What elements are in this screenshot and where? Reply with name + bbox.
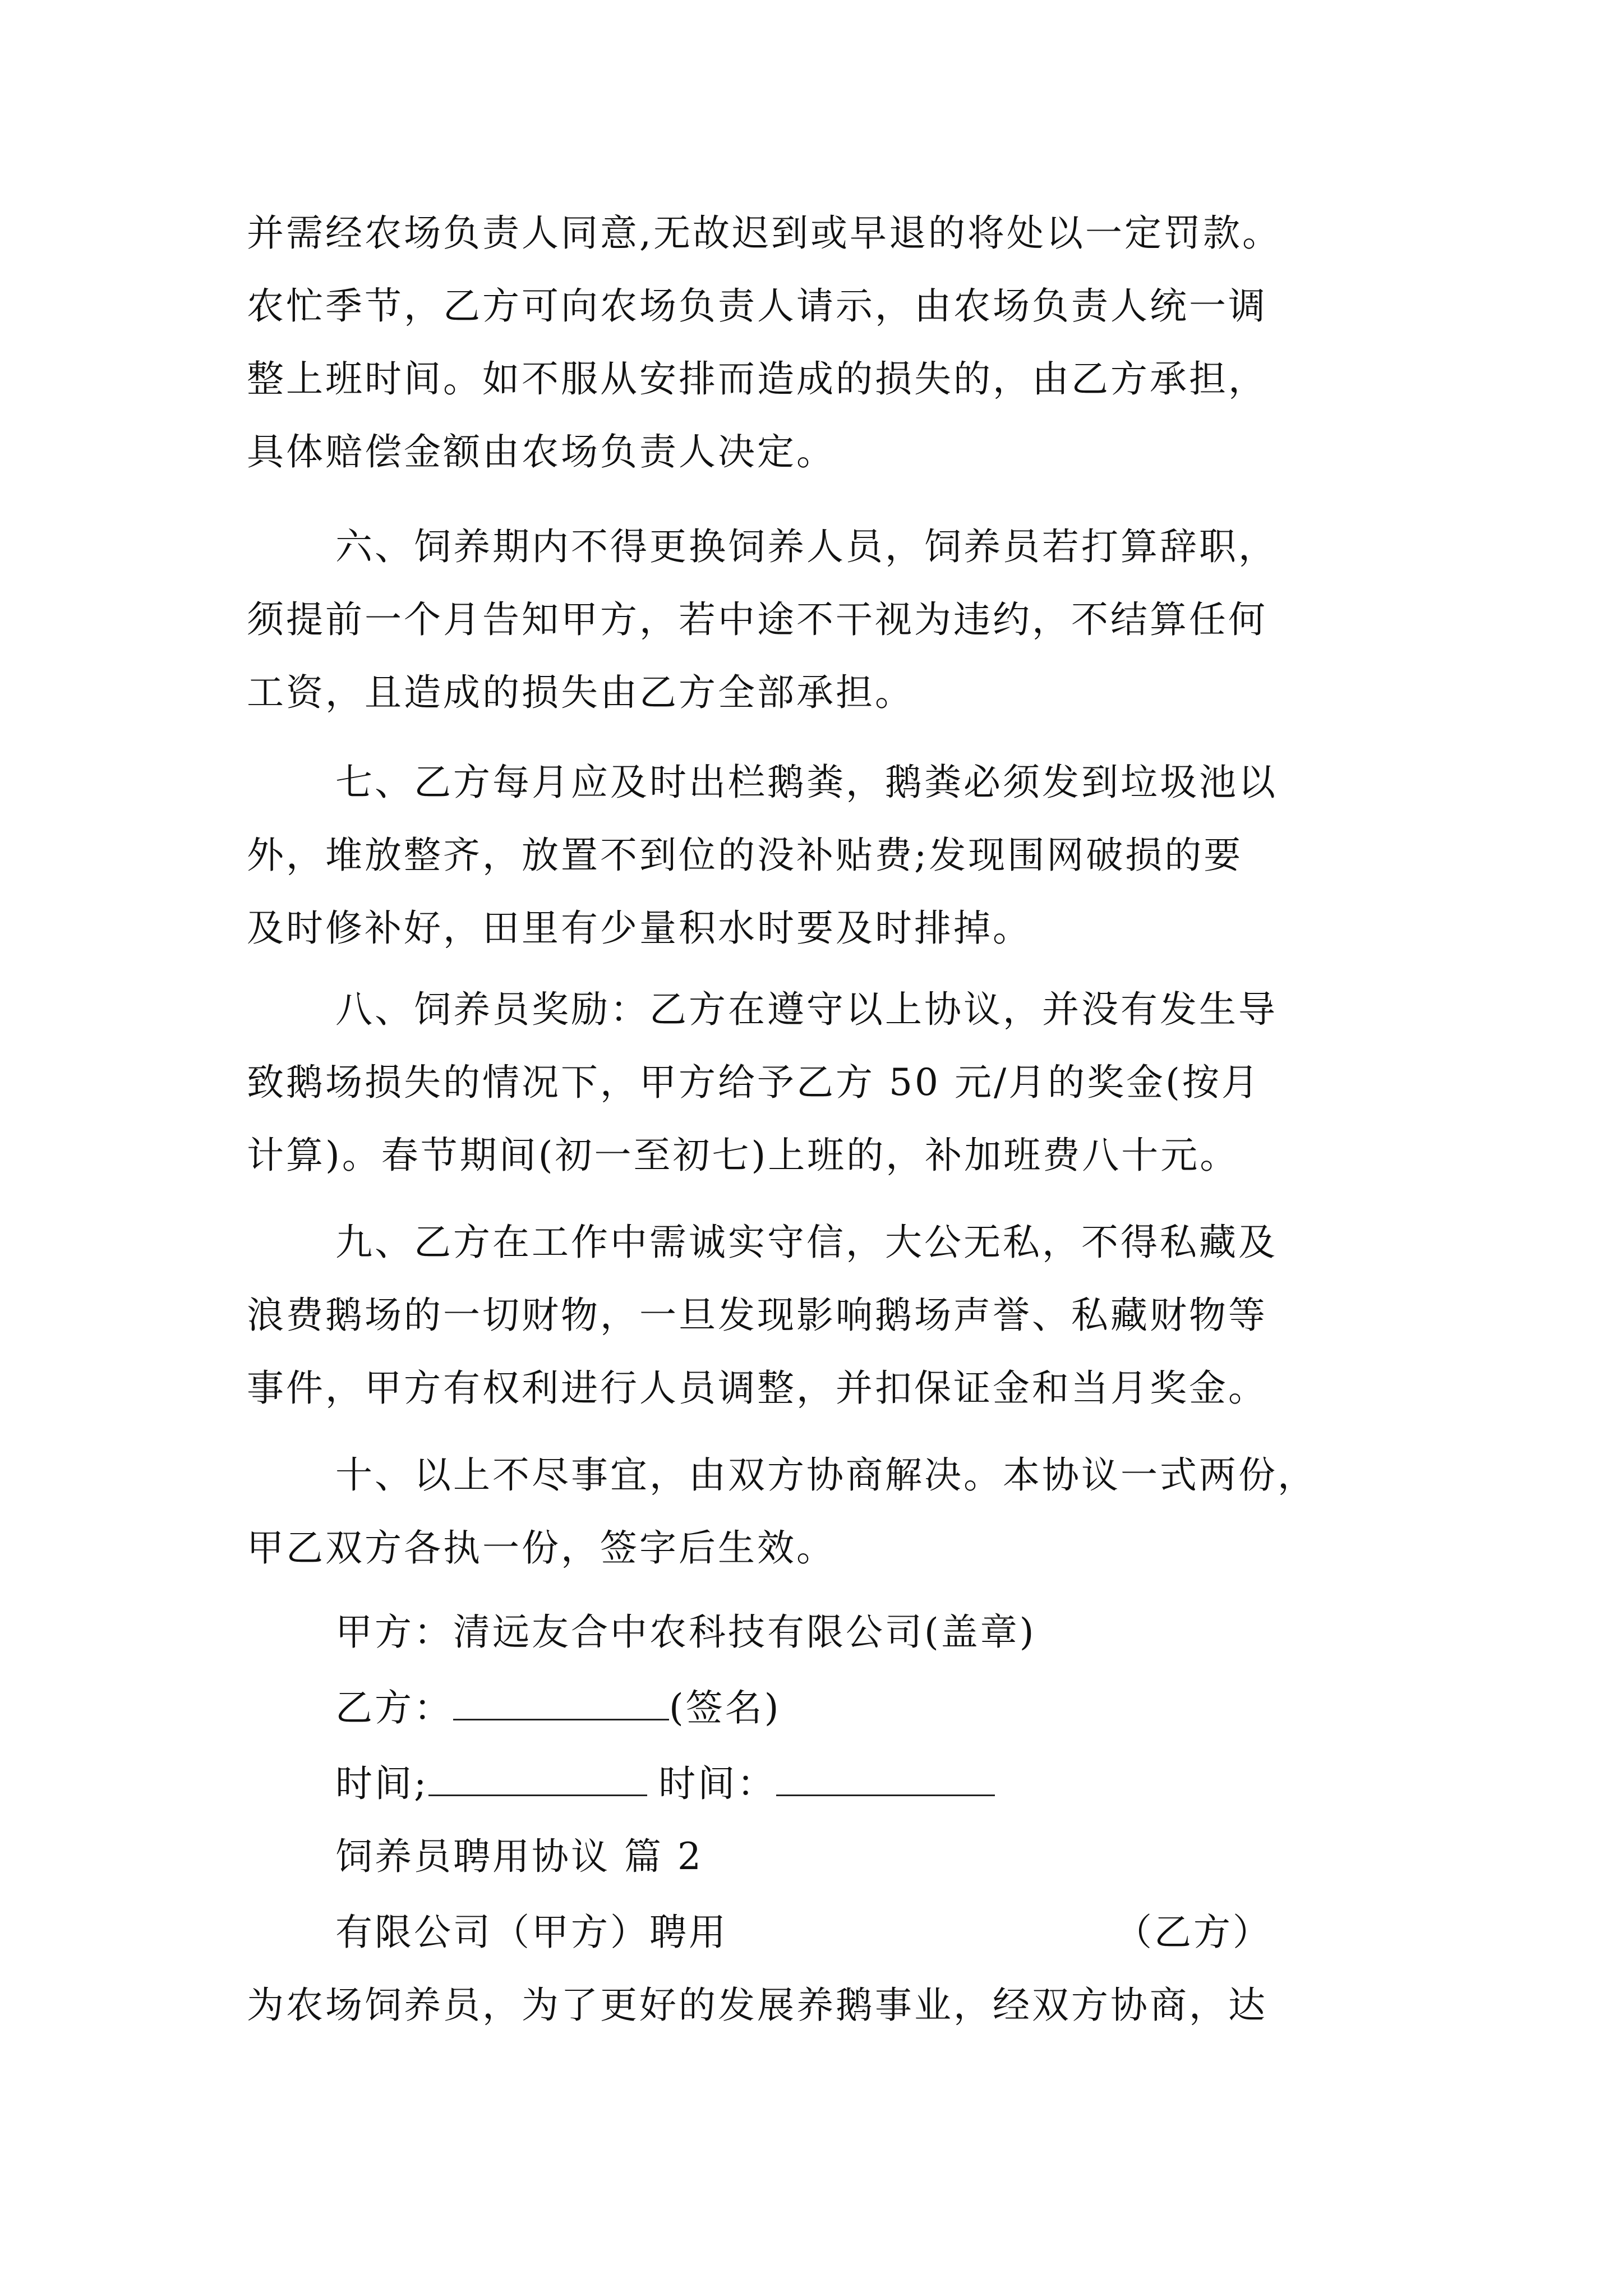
party-b-sign-suffix: (签名) bbox=[669, 1686, 781, 1729]
section-2-intro-left: 有限公司（甲方）聘用 bbox=[335, 1911, 728, 1954]
paragraph-8-line-2: 致鹅场损失的情况下，甲方给予乙方 50 元/月的奖金(按月 bbox=[247, 1061, 1261, 1104]
paragraph-10-line-2: 甲乙双方各执一份，签字后生效。 bbox=[247, 1526, 836, 1570]
paragraph-5-line-4: 具体赔偿金额由农场负责人决定。 bbox=[247, 430, 836, 473]
party-b-label: 乙方： bbox=[335, 1686, 453, 1729]
party-a-signature: 甲方：清远友合中农科技有限公司(盖章) bbox=[335, 1611, 1036, 1654]
paragraph-7-line-2: 外，堆放整齐，放置不到位的没补贴费;发现围网破损的要 bbox=[247, 834, 1243, 877]
time-a-label: 时间; bbox=[335, 1762, 429, 1805]
paragraph-8-line-3: 计算)。春节期间(初一至初七)上班的，补加班费八十元。 bbox=[247, 1134, 1239, 1177]
paragraph-6-line-3: 工资，且造成的损失由乙方全部承担。 bbox=[247, 671, 914, 714]
paragraph-7-line-1: 七、乙方每月应及时出栏鹅粪，鹅粪必须发到垃圾池以 bbox=[335, 761, 1278, 804]
time-b-label: 时间： bbox=[658, 1762, 777, 1805]
section-2-intro-line-1 bbox=[335, 1910, 1272, 1955]
paragraph-8-line-1: 八、饲养员奖励：乙方在遵守以上协议，并没有发生导 bbox=[335, 988, 1278, 1031]
time-a-blank bbox=[428, 1762, 647, 1796]
paragraph-9-line-3: 事件，甲方有权利进行人员调整，并扣保证金和当月奖金。 bbox=[247, 1366, 1267, 1410]
paragraph-10-line-1: 十、以上不尽事宜，由双方协商解决。本协议一式两份， bbox=[335, 1453, 1317, 1497]
section-2-heading: 饲养员聘用协议 篇 2 bbox=[335, 1835, 703, 1878]
section-2-intro-right: （乙方） bbox=[1115, 1911, 1272, 1954]
paragraph-5-line-2: 农忙季节，乙方可向农场负责人请示，由农场负责人统一调 bbox=[247, 284, 1267, 328]
time-b-blank bbox=[776, 1762, 995, 1796]
party-b-signature-blank bbox=[453, 1686, 669, 1720]
time-row bbox=[335, 1761, 995, 1806]
party-b-signature-row bbox=[335, 1686, 781, 1731]
paragraph-9-line-2: 浪费鹅场的一切财物，一旦发现影响鹅场声誉、私藏财物等 bbox=[247, 1294, 1267, 1337]
paragraph-5-line-1: 并需经农场负责人同意,无故迟到或早退的将处以一定罚款。 bbox=[247, 211, 1281, 255]
paragraph-5-line-3: 整上班时间。如不服从安排而造成的损失的，由乙方承担， bbox=[247, 357, 1267, 401]
paragraph-6-line-1: 六、饲养期内不得更换饲养人员，饲养员若打算辞职， bbox=[335, 525, 1278, 568]
paragraph-9-line-1: 九、乙方在工作中需诚实守信，大公无私，不得私藏及 bbox=[335, 1221, 1278, 1264]
paragraph-6-line-2: 须提前一个月告知甲方，若中途不干视为违约，不结算任何 bbox=[247, 598, 1267, 641]
section-2-intro-line-2: 为农场饲养员，为了更好的发展养鹅事业，经双方协商，达 bbox=[247, 1984, 1267, 2027]
paragraph-7-line-3: 及时修补好，田里有少量积水时要及时排掉。 bbox=[247, 907, 1032, 950]
